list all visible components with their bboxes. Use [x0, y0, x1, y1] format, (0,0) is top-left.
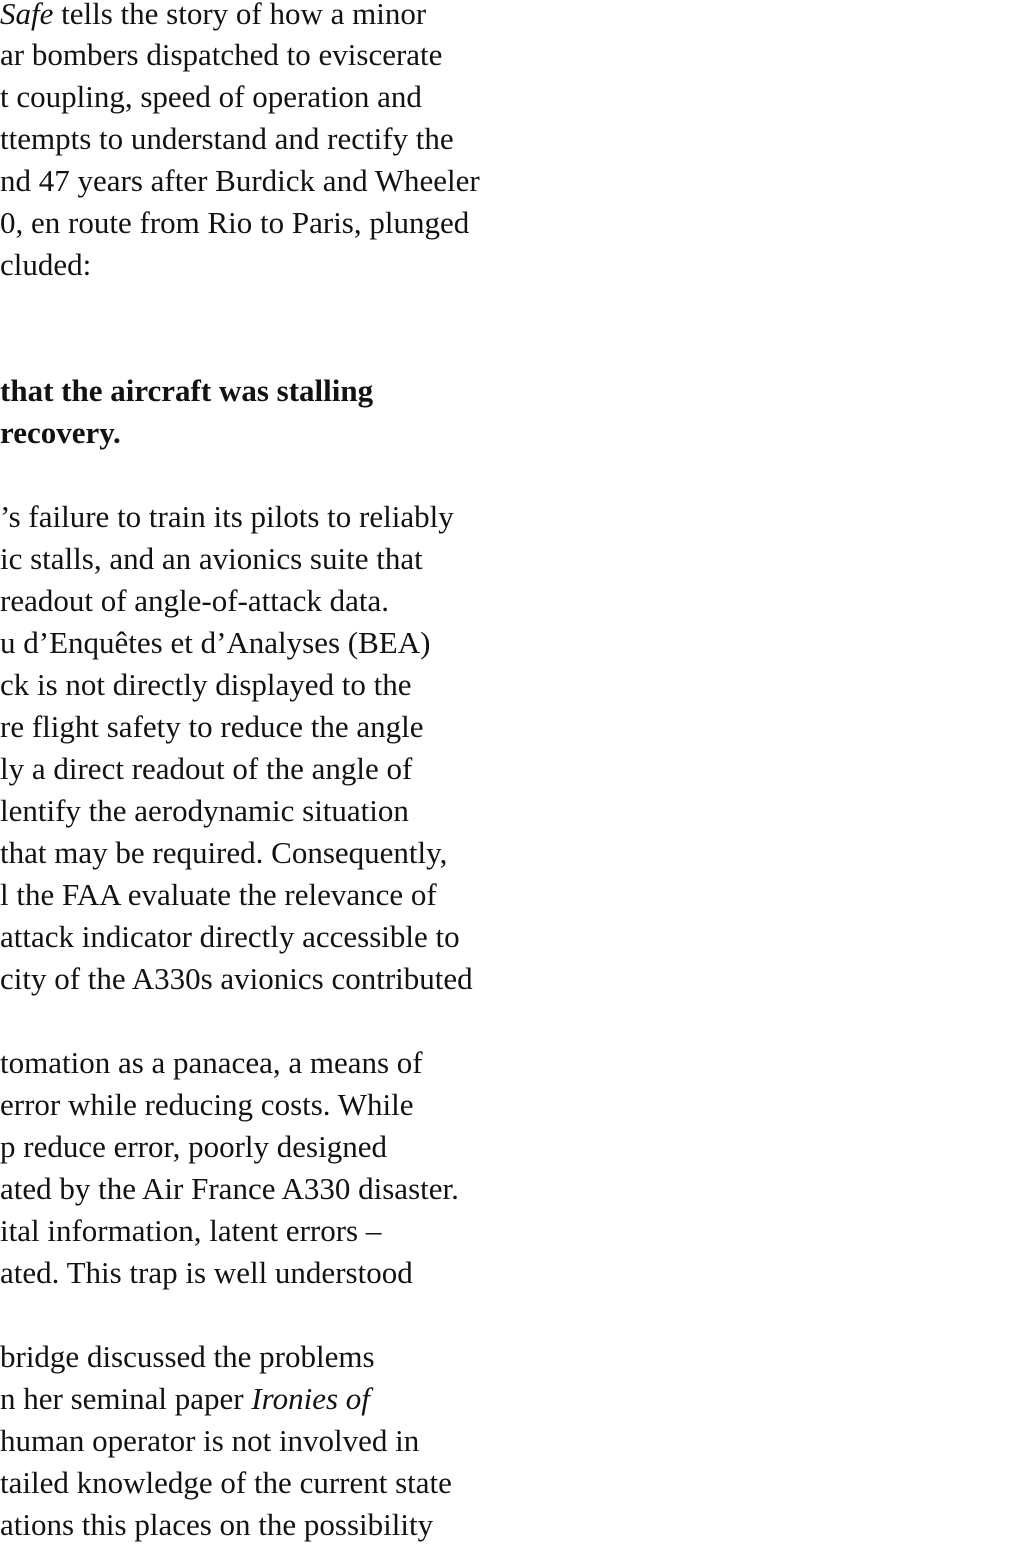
paragraph-4-line: n her seminal paper Ironies of [0, 1381, 370, 1416]
paper-title-italic: Ironies of [251, 1381, 370, 1416]
paragraph-3-line: ated. This trap is well understood [0, 1255, 413, 1290]
paragraph-1-line: Safe tells the story of how a minor [0, 0, 426, 35]
paragraph-1-line: nd 47 years after Burdick and Wheeler [0, 163, 480, 198]
paragraph-3-line: error while reducing costs. While [0, 1087, 414, 1122]
paragraph-3-line: ated by the Air France A330 disaster. [0, 1171, 459, 1206]
paragraph-1-line: cluded: [0, 247, 92, 282]
paragraph-4-line: human operator is not involved in [0, 1423, 420, 1458]
paragraph-2-line: u d’Enquêtes et d’Analyses (BEA) [0, 625, 431, 660]
paragraph-4-line: bridge discussed the problems [0, 1339, 375, 1374]
paragraph-2-line: ’s failure to train its pilots to reliably [0, 499, 454, 534]
paragraph-2-line: lentify the aerodynamic situation [0, 793, 409, 828]
paragraph-2-line: ic stalls, and an avionics suite that [0, 541, 423, 576]
paragraph-1-line: ar bombers dispatched to eviscerate [0, 37, 443, 72]
paragraph-2-line: ly a direct readout of the angle of [0, 751, 413, 786]
paragraph-2-line: attack indicator directly accessible to [0, 919, 460, 954]
paragraph-4-line: ations this places on the possibility [0, 1507, 434, 1542]
quote-line: that the aircraft was stalling [0, 373, 374, 408]
paragraph-2-line: ck is not directly displayed to the [0, 667, 412, 702]
quote-line: recovery. [0, 415, 121, 450]
paragraph-1-line: ttempts to understand and rectify the [0, 121, 454, 156]
paragraph-3-line: tomation as a panacea, a means of [0, 1045, 423, 1080]
book-title-italic: Safe [0, 0, 54, 31]
paragraph-3-line: p reduce error, poorly designed [0, 1129, 387, 1164]
paragraph-2-line: readout of angle-of-attack data. [0, 583, 390, 618]
paragraph-1-line: t coupling, speed of operation and [0, 79, 422, 114]
paragraph-2-line: city of the A330s avionics contributed [0, 961, 473, 996]
paragraph-3-line: ital information, latent errors – [0, 1213, 382, 1248]
paragraph-1-line: 0, en route from Rio to Paris, plunged [0, 205, 470, 240]
paragraph-4-line: tailed knowledge of the current state [0, 1465, 452, 1500]
paragraph-2-line: re flight safety to reduce the angle [0, 709, 424, 744]
paragraph-2-line: that may be required. Consequently, [0, 835, 448, 870]
paragraph-2-line: l the FAA evaluate the relevance of [0, 877, 437, 912]
